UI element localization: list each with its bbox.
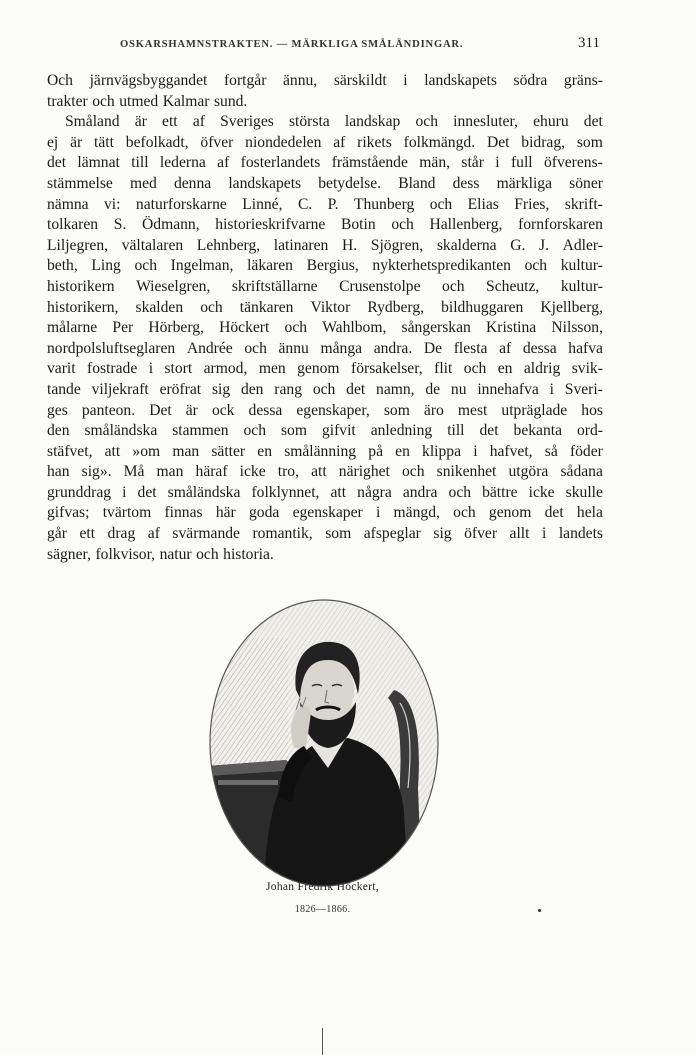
text-line: går ett drag af svärmande romantik, som afspeglar sig öfver allt i landets [47, 525, 603, 543]
text-line: sägner, folkvisor, natur och historia. [47, 545, 274, 563]
text-line: historikern, skalden och tänkaren Viktor Rydberg, bildhuggaren Kjellberg, [47, 298, 603, 316]
running-header [120, 35, 600, 55]
figure-caption-years: 1826—1866. [294, 904, 351, 915]
text-line: Småland är ett af Sveriges största landskap och innesluter, ehuru det [65, 113, 603, 131]
text-line: varit fostrade i stort armod, men genom försakelser, flit och en aldrig svik- [47, 360, 603, 378]
text-line: tolkaren S. Ödmann, historieskrifvarne Botin och Hallenberg, fornforskaren [47, 216, 603, 234]
text-line: han sig». Må man häraf icke tro, att närighet och snikenhet utgöra sådana [47, 463, 603, 481]
text-line: nämna vi: naturforskarne Linné, C. P. Thunberg och Elias Fries, skrift- [47, 195, 603, 213]
text-line: historikern Wieselgren, skriftställarne Crusenstolpe och Scheutz, kultur- [47, 277, 603, 295]
text-line: stäfvet, att »om man sätter en smålänning på en klippa i hafvet, så föder [47, 442, 603, 460]
text-line: grunddrag i det småländska folklynnet, att några andra och bättre icke skulle [47, 483, 603, 501]
text-line: det lämnat till lederna af fosterlandets främstående män, står i full öfverens- [47, 154, 603, 172]
body-text [47, 71, 603, 565]
text-line: Liljegren, vältalaren Lehnberg, latinaren H. Sjögren, skalderna G. J. Adler- [47, 236, 603, 254]
ink-speck [538, 909, 541, 912]
text-line: nordpolsluftseglaren Andrée och ännu många andra. De flesta af dessa hafva [47, 339, 603, 357]
text-line: trakter och utmed Kalmar sund. [47, 92, 248, 110]
text-line: ges panteon. Det är ock dessa egenskaper, som äro mest utpräglade hos [47, 401, 603, 419]
page-number: 311 [578, 35, 600, 51]
text-line: beth, Ling och Ingelman, läkaren Bergius, nykterhetspredikanten och kultur- [47, 257, 603, 275]
binding-line [322, 1028, 323, 1055]
text-line: tande viljekraft eröfrat sig den rang och det namn, de nu innehafva i Sveri- [47, 380, 603, 398]
text-line: Och järnvägsbyggandet fortgår ännu, särskildt i landskapets södra gräns- [47, 72, 603, 89]
portrait-engraving [208, 598, 440, 888]
text-line: ej är tätt befolkadt, öfver niondedelen af rikets folkmängd. Det bidrag, som [47, 133, 603, 151]
figure-caption-name: Johan Fredrik Höckert, [266, 881, 379, 893]
running-head-title: OSKARSHAMNSTRAKTEN. — MÄRKLIGA SMÅLÄNDINGAR. [120, 39, 464, 50]
text-line: målarne Per Hörberg, Höckert och Wahlbom, sångerskan Kristina Nilsson, [47, 319, 603, 337]
text-line: gifvas; tvärtom finnas här goda egenskaper i mängd, och genom det hela [47, 504, 603, 522]
text-line: stämmelse med denna landskapets betydelse. Bland dess märkliga söner [47, 174, 603, 192]
text-line: den småländska stammen och som gifvit anledning till det bekanta ord- [47, 422, 603, 440]
